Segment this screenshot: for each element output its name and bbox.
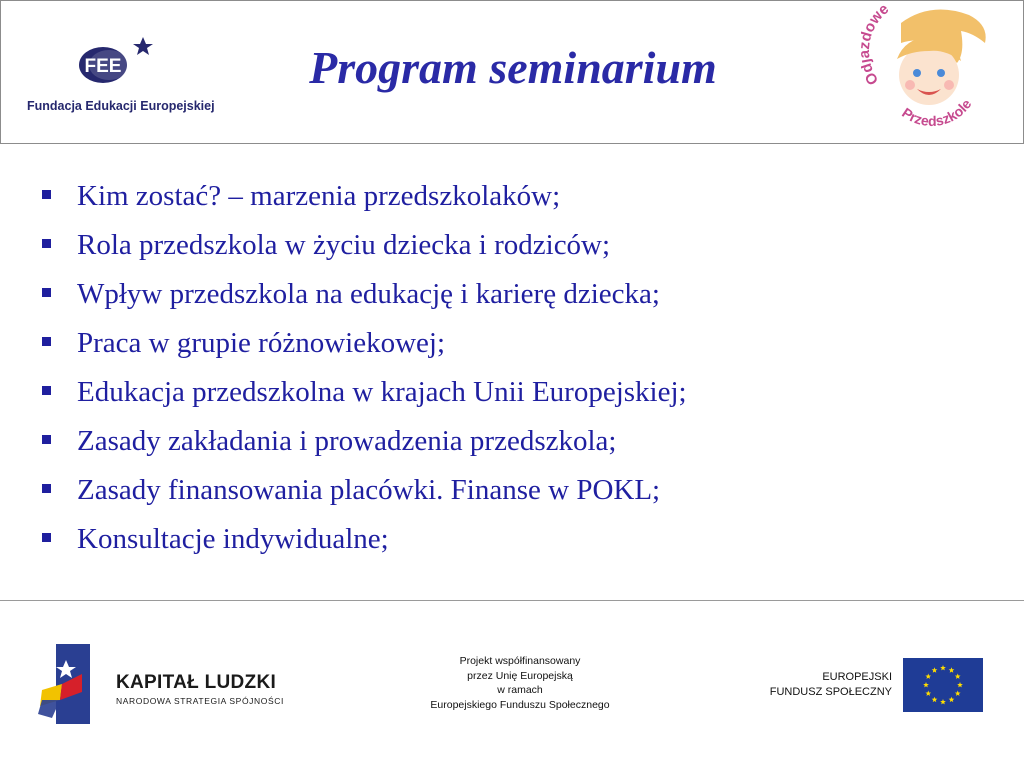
list-item-text: Praca w grupie różnowiekowej; xyxy=(77,327,446,359)
bullet-icon xyxy=(42,239,51,248)
eu-star-icon xyxy=(923,682,929,687)
list-item xyxy=(42,176,687,225)
eu-star-icon xyxy=(932,667,938,672)
bullet-icon xyxy=(42,533,51,542)
logo-word-przedszkole: Przedszkole xyxy=(899,95,975,130)
eu-star-icon xyxy=(940,665,946,670)
list-item-text: Konsultacje indywidualne; xyxy=(77,523,389,555)
list-item-text: Edukacja przedszkolna w krajach Unii Europejskiej; xyxy=(77,376,687,408)
list-item-text: Zasady finansowania placówki. Finanse w POKL; xyxy=(77,474,661,506)
eu-star-icon xyxy=(940,699,946,704)
bullet-icon xyxy=(42,337,51,346)
eu-star-icon xyxy=(955,691,961,696)
eu-star-icon xyxy=(957,682,963,687)
list-item xyxy=(42,225,687,274)
list-item-text: Kim zostać? – marzenia przedszkolaków; xyxy=(77,180,561,212)
logo-word-odjazdowe: O owe xyxy=(861,3,893,88)
eu-star-icon xyxy=(925,674,931,679)
kapital-ludzki-icon xyxy=(38,644,108,724)
cofinancing-line: Europejskiego Funduszu Społecznego xyxy=(430,698,610,711)
cofinancing-note xyxy=(400,654,640,712)
program-list xyxy=(42,176,687,568)
eu-star-icon xyxy=(925,691,931,696)
kapital-ludzki-emblem xyxy=(38,644,108,724)
eu-flag-icon xyxy=(903,658,983,712)
bullet-icon xyxy=(42,484,51,493)
fee-name: Fundacja Edukacji Europejskiej xyxy=(27,99,215,113)
footer-divider xyxy=(0,600,1024,601)
list-item-text: Zasady zakładania i prowadzenia przedszkola; xyxy=(77,425,617,457)
slide-header xyxy=(0,0,1024,144)
efs-line: FUNDUSZ SPOŁECZNY xyxy=(769,686,892,698)
list-item xyxy=(42,421,687,470)
cofinancing-line: przez Unię Europejską xyxy=(467,669,573,682)
odjazdowe-przedszkole-logo xyxy=(861,3,991,139)
page-title: Program seminarium xyxy=(309,42,717,93)
eu-stars-icon xyxy=(903,658,983,712)
list-item-text: Wpływ przedszkola na edukację i karierę dziecka; xyxy=(77,278,660,310)
cofinancing-line: w ramach xyxy=(497,684,543,696)
bullet-icon xyxy=(42,435,51,444)
efs-line: EUROPEJSKI xyxy=(822,671,892,683)
bullet-icon xyxy=(42,288,51,297)
bullet-icon xyxy=(42,386,51,395)
eu-star-icon xyxy=(955,674,961,679)
list-item-text: Rola przedszkola w życiu dziecka i rodziców; xyxy=(77,229,611,261)
bullet-icon xyxy=(42,190,51,199)
cofinancing-line: Projekt współfinansowany xyxy=(459,655,581,667)
list-item xyxy=(42,323,687,372)
eu-star-icon xyxy=(949,667,955,672)
kapital-ludzki-title: KAPITAŁ LUDZKI xyxy=(116,672,277,693)
girl-face-icon xyxy=(861,3,991,139)
eu-star-icon xyxy=(949,697,955,702)
list-item xyxy=(42,274,687,323)
list-item xyxy=(42,519,687,568)
list-item xyxy=(42,470,687,519)
svg-text:Odjazdowe xyxy=(861,3,892,88)
fee-abbr: FEE xyxy=(84,56,122,77)
efs-label xyxy=(740,670,892,700)
kapital-ludzki-subtitle: NARODOWA STRATEGIA SPÓJNOŚCI xyxy=(116,696,284,706)
list-item xyxy=(42,372,687,421)
eu-star-icon xyxy=(932,697,938,702)
